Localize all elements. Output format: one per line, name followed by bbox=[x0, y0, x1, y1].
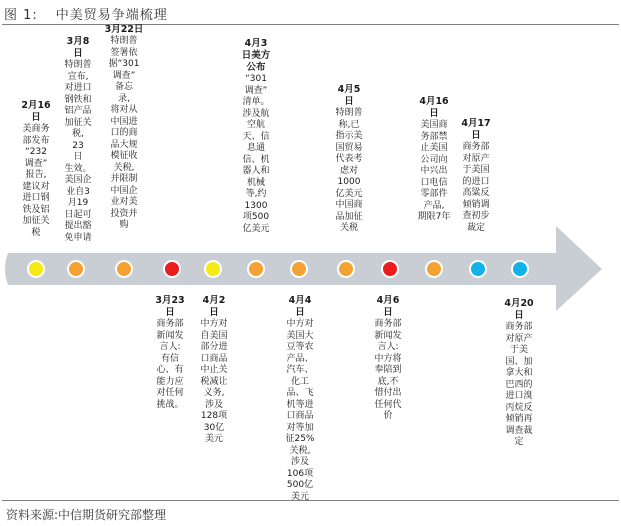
event-text: 特朗普 称,已 指示美 国贸易 代表考 虑对 1000 亿美元 中国商 品加征 关税 bbox=[335, 108, 363, 233]
event-mar8 bbox=[60, 36, 96, 244]
event-mar22 bbox=[100, 24, 148, 232]
event-date: 4月5 日 bbox=[337, 84, 361, 107]
event-date: 4月16 日 bbox=[419, 96, 449, 119]
event-text: 美商务 部发布 “232 调查” 报告, 建议对 进口钢 铁及铝 加征关 税 bbox=[22, 124, 50, 238]
event-text: 美国商 务部禁 止美国 公司向 中兴出 口电信 零部件 产品, 期限7年 bbox=[417, 120, 451, 222]
event-text: 商务部 对原产 于美 国、加 拿大和 巴西的 进口溴 丙烷反 倾销再 调查裁 定 bbox=[505, 322, 533, 447]
timeline-dot-orange bbox=[425, 260, 443, 278]
event-date: 4月6 日 bbox=[376, 295, 400, 318]
timeline-dot-red bbox=[163, 260, 181, 278]
event-text: 商务部 新闻发 言人: 中方将 奉陪到 底,不 惜付出 任何代 价 bbox=[374, 319, 402, 421]
timeline-dot-blue bbox=[511, 260, 529, 278]
timeline-dot-yellow bbox=[27, 260, 45, 278]
event-apr16 bbox=[412, 96, 456, 224]
event-text: 中方对 美国大 豆等农 产品、 汽车、 化工 品、飞 机等进 口商品 对等加 征25% 关税, 涉及 106项 500亿 美元 bbox=[285, 319, 315, 502]
source-note: 资料来源:中信期货研究部整理 bbox=[6, 508, 167, 522]
event-text: 特朗普 签署依 据“301 调查” 备忘 录, 将对从 中国进 口的商 品大规 模征收 关税, 并限制 中国企 业对美 投资并 购 bbox=[108, 36, 140, 230]
timeline-dot-orange bbox=[337, 260, 355, 278]
event-apr17 bbox=[456, 118, 496, 234]
figure-title-text: 中美贸易争端梳理 bbox=[55, 8, 168, 23]
event-date: 4月4 日 bbox=[288, 295, 312, 318]
event-date: 2月16 日 bbox=[21, 100, 51, 123]
event-text: 特朗普 宣布, 对进口 钢铁和 铝产品 加征关 税, 23 日 生效。 美国企 业自3 月19 日起可 提出豁 免申请 bbox=[64, 60, 92, 243]
bottom-rule bbox=[2, 500, 619, 501]
timeline-dot-orange bbox=[290, 260, 308, 278]
event-apr20 bbox=[498, 298, 540, 449]
event-apr2 bbox=[194, 295, 234, 446]
timeline-dot-blue bbox=[469, 260, 487, 278]
event-date: 4月2 日 bbox=[202, 295, 226, 318]
event-apr5 bbox=[328, 84, 370, 235]
event-date: 4月3 日美方 公布 bbox=[241, 38, 271, 73]
timeline-dot-orange bbox=[67, 260, 85, 278]
event-date: 3月23 日 bbox=[155, 295, 185, 318]
event-date: 3月8 日 bbox=[66, 36, 90, 59]
timeline-dot-red bbox=[381, 260, 399, 278]
timeline-dot-yellow bbox=[204, 260, 222, 278]
event-feb16 bbox=[18, 100, 54, 239]
event-apr3 bbox=[232, 38, 280, 235]
event-date: 4月17 日 bbox=[461, 118, 491, 141]
event-date: 4月20 日 bbox=[504, 298, 534, 321]
timeline-dot-orange bbox=[247, 260, 265, 278]
event-text: 中方对 自美国 部分进 口商品 中止关 税减让 义务, 涉及 128项 30亿 美元 bbox=[200, 319, 228, 444]
event-text: 商务部 新闻发 言人: 有信 心、有 能力应 对任何 挑战。 bbox=[156, 319, 184, 410]
event-apr4 bbox=[278, 295, 322, 503]
event-text: 商务部 对原产 于美国 的进口 高粱反 倾销调 查初步 裁定 bbox=[462, 142, 490, 233]
figure-label: 图 1: bbox=[4, 8, 38, 23]
event-text: “301 调查” 清单。 涉及航 空航 天、信 息通 信、机 器人和 机械 等,约 1300 项500 亿美元 bbox=[242, 74, 270, 234]
timeline-dot-orange bbox=[115, 260, 133, 278]
event-date: 3月22日 bbox=[104, 24, 144, 35]
event-mar23 bbox=[150, 295, 190, 411]
event-apr6 bbox=[366, 295, 410, 423]
